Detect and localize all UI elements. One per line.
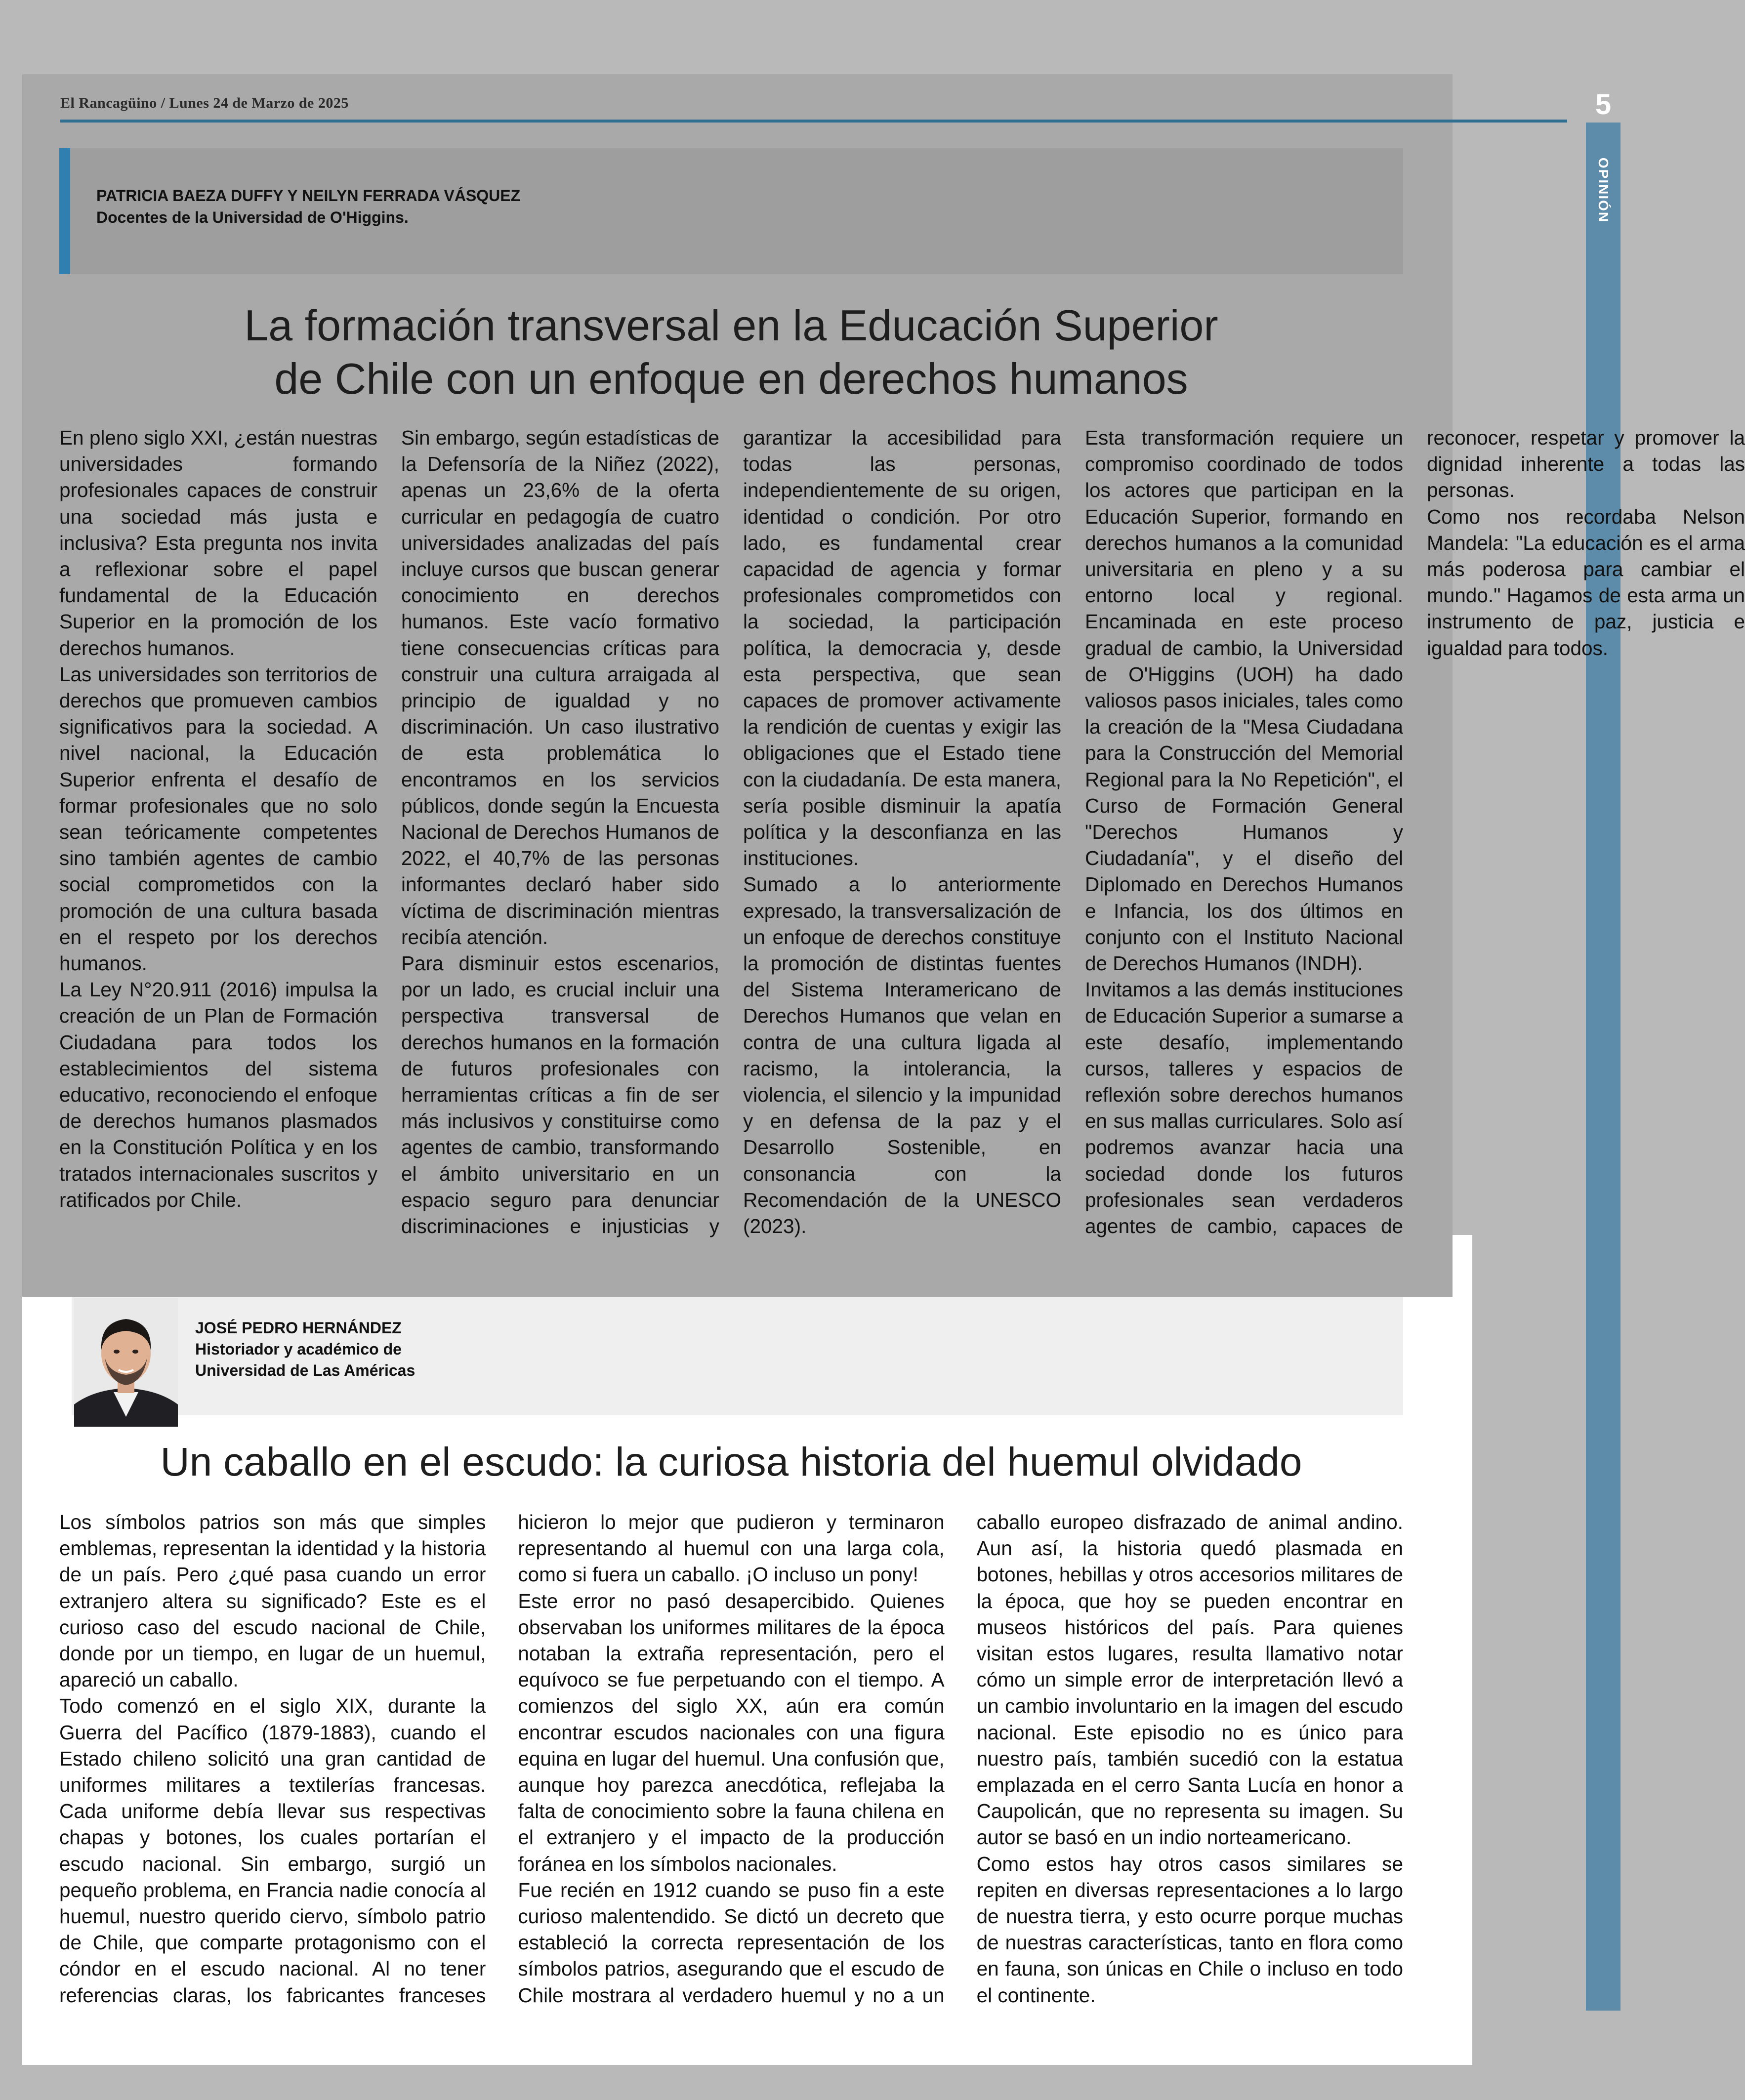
author-portrait-image [74, 1298, 178, 1427]
article2-paragraph: Como estos hay otros casos similares se repiten en diversas representaciones a lo largo de nuestra tierra, y esto ocurre porque muchas de nuestras características, tanto en flora como en fauna, son únicas en Chile o incluso en todo el continente. [976, 1852, 1403, 2007]
article2-paragraph: Los símbolos patrios son más que simples emblemas, representan la identidad y la historia de un país. Pero ¿qué pasa cuando un error extranjero altera su significado? Este es el curioso caso del escudo nacional de Chile, donde por un tiempo, en lugar de un huemul, apareció un caballo. [59, 1511, 486, 1691]
header-rule [60, 120, 1567, 123]
section-side-bar [1586, 123, 1620, 2011]
article1-headline-line1: La formación transversal en la Educación Superior [244, 301, 1218, 350]
article1-paragraph: Para disminuir estos escenarios, por un lado, es crucial incluir una perspectiva transversal de derechos humanos en la formación de futuros profesionales con herramientas críticas a fin de ser más inclusivos y constituirse como agentes de cambio, transformando el ámbito universitario en un espacio seguro para denunciar discriminaciones e injusticias y garantizar la accesibilidad para todas las personas, independientemente de su origen, identidad o condición. Por otro lado, es fundamental crear capacidad de agencia y formar profesionales comprometidos con la sociedad, la participación política, la democracia y, desde esta perspectiva, que sean capaces de promover activamente la rendición de cuentas y exigir las obligaciones que el Estado tiene con la ciudadanía. De esta manera, sería posible disminuir la apatía política y la desconfianza en las instituciones. [401, 426, 1061, 1238]
article2-paragraph: Este error no pasó desapercibido. Quienes observaban los uniformes militares de la época notaban la extraña representación, pero el equívoco se fue perpetuando con el tiempo. A comienzos del siglo XX, aún era común encontrar escudos nacionales con una figura equina en lugar del huemul. Una confusión que, aunque hoy parezca anecdótica, reflejaba la falta de conocimiento sobre la fauna chilena en el extranjero y el impacto de la producción foránea en los símbolos nacionales. [518, 1589, 945, 1875]
article1-headline [59, 299, 1403, 406]
article2-byline [72, 1297, 1403, 1415]
article1-paragraph: En pleno siglo XXI, ¿están nuestras universidades formando profesionales capaces de construir una sociedad más justa e inclusiva? Esta pregunta nos invita a reflexionar sobre el papel fundamental de la Educación Superior en la promoción de los derechos humanos. [59, 426, 377, 659]
article1-headline-line2: de Chile con un enfoque en derechos humanos [274, 354, 1188, 403]
section-label [1586, 148, 1620, 232]
page-number: 5 [1595, 88, 1612, 121]
article1-author-role: Docentes de la Universidad de O'Higgins. [96, 208, 409, 226]
article1-paragraph: Esta transformación requiere un compromiso coordinado de todos los actores que participan en la Educación Superior, formando en derechos humanos a la comunidad universitaria en pleno y a su entorno local y regional. Encaminada en este proceso gradual de cambio, la Universidad de O'Higgins (UOH) ha dado valiosos pasos iniciales, tales como la creación de la "Mesa Ciudadana para la Construcción del Memorial Regional para la No Repetición", el Curso de Formación General "Derechos Humanos y Ciudadanía", y el diseño del Diplomado en Derechos Humanos e Infancia, los dos últimos en conjunto con el Instituto Nacional de Derechos Humanos (INDH). [1085, 426, 1403, 975]
article1-paragraph: Como nos recordaba Nelson Mandela: "La educación es el arma más poderosa para cambiar el mundo." Hagamos de esta arma un instrumento de paz, justicia e igualdad para todos. [1427, 505, 1745, 659]
article2-paragraph: Fue recién en 1912 cuando se puso fin a este curioso malentendido. Se dictó un decreto que estableció la correcta representación de los símbolos patrios, asegurando que el escudo de Chile mostrara al verdadero huemul y no a un caballo europeo disfrazado de animal andino. Aun así, la historia quedó plasmada en botones, hebillas y otros accesorios militares de la época, que hoy se pueden encontrar en museos históricos del país. Para quienes visitan estos lugares, resulta llamativo notar cómo un simple error de interpretación llevó a un cambio involuntario en la imagen del escudo nacional. Este episodio no es único para nuestro país, también sucedió con la estatua emplazada en el cerro Santa Lucía en honor a Caupolicán, que no representa su imagen. Su autor se basó en un indio norteamericano. [518, 1511, 1403, 2007]
article2-author-affiliation: Universidad de Las Américas [195, 1361, 415, 1379]
masthead: El Rancagüino / Lunes 24 de Marzo de 2025 [60, 95, 349, 111]
article2-author: JOSÉ PEDRO HERNÁNDEZ [195, 1319, 402, 1337]
article1-paragraph: Invitamos a las demás instituciones de Educación Superior a sumarse a este desafío, implementando cursos, talleres y espacios de reflexión sobre derechos humanos en sus mallas curriculares. Solo así podremos avanzar hacia una sociedad donde los futuros profesionales sean verdaderos agentes de cambio, capaces de reconocer, respetar y promover la dignidad inherente a todas las personas. [1085, 426, 1745, 1238]
article1-author: PATRICIA BAEZA DUFFY Y NEILYN FERRADA VÁSQUEZ [96, 187, 521, 205]
article1-body [59, 425, 1745, 1250]
article1-byline [59, 148, 1403, 274]
section-label-text: OPINIÓN [1596, 157, 1611, 223]
byline-accent [59, 148, 70, 274]
article2-body [59, 1509, 1403, 2028]
article2-headline: Un caballo en el escudo: la curiosa historia del huemul olvidado [160, 1440, 1302, 1484]
article1-paragraph: Sin embargo, según estadísticas de la Defensoría de la Niñez (2022), apenas un 23,6% de la oferta curricular en pedagogía de cuatro universidades analizadas del país incluye cursos que buscan generar conocimiento en derechos humanos. Este vacío formativo tiene consecuencias críticas para construir una cultura arraigada al principio de igualdad y no discriminación. Un caso ilustrativo de esta problemática lo encontramos en los servicios públicos, donde según la Encuesta Nacional de Derechos Humanos de 2022, el 40,7% de las personas informantes declaró haber sido víctima de discriminación mientras recibía atención. [401, 426, 719, 948]
article1-paragraph: La Ley N°20.911 (2016) impulsa la creación de un Plan de Formación Ciudadana para todos los establecimientos del sistema educativo, reconociendo el enfoque de derechos humanos plasmados en la Constitución Política y en los tratados internacionales suscritos y ratificados por Chile. [59, 978, 377, 1211]
article1-paragraph: Sumado a lo anteriormente expresado, la transversalización de un enfoque de derechos constituye la promoción de distintas fuentes del Sistema Interamericano de Derechos Humanos que velan en contra de una cultura ligada al racismo, la intolerancia, la violencia, el silencio y la impunidad y en defensa de la paz y el Desarrollo Sostenible, en consonancia con la Recomendación de la UNESCO (2023). [743, 873, 1061, 1238]
author-photo [74, 1298, 178, 1427]
article2-paragraph: Todo comenzó en el siglo XIX, durante la Guerra del Pacífico (1879-1883), cuando el Estado chileno solicitó una gran cantidad de uniformes militares a textilerías francesas. Cada uniforme debía llevar sus respectivas chapas y botones, los cuales portarían el escudo nacional. Sin embargo, surgió un pequeño problema, en Francia nadie conocía al huemul, nuestro querido ciervo, símbolo patrio de Chile, que comparte protagonismo con el cóndor en el escudo nacional. Al no tener referencias claras, los fabricantes franceses hicieron lo mejor que pudieron y terminaron representando al huemul con una larga cola, como si fuera un caballo. ¡O incluso un pony! [59, 1511, 945, 2007]
article2-author-role: Historiador y académico de [195, 1340, 402, 1358]
article1-paragraph: Las universidades son territorios de derechos que promueven cambios significativos para la sociedad. A nivel nacional, la Educación Superior enfrenta el desafío de formar profesionales que no solo sean teóricamente competentes sino también agentes de cambio social comprometidos con la promoción de una cultura basada en el respeto por los derechos humanos. [59, 662, 377, 975]
